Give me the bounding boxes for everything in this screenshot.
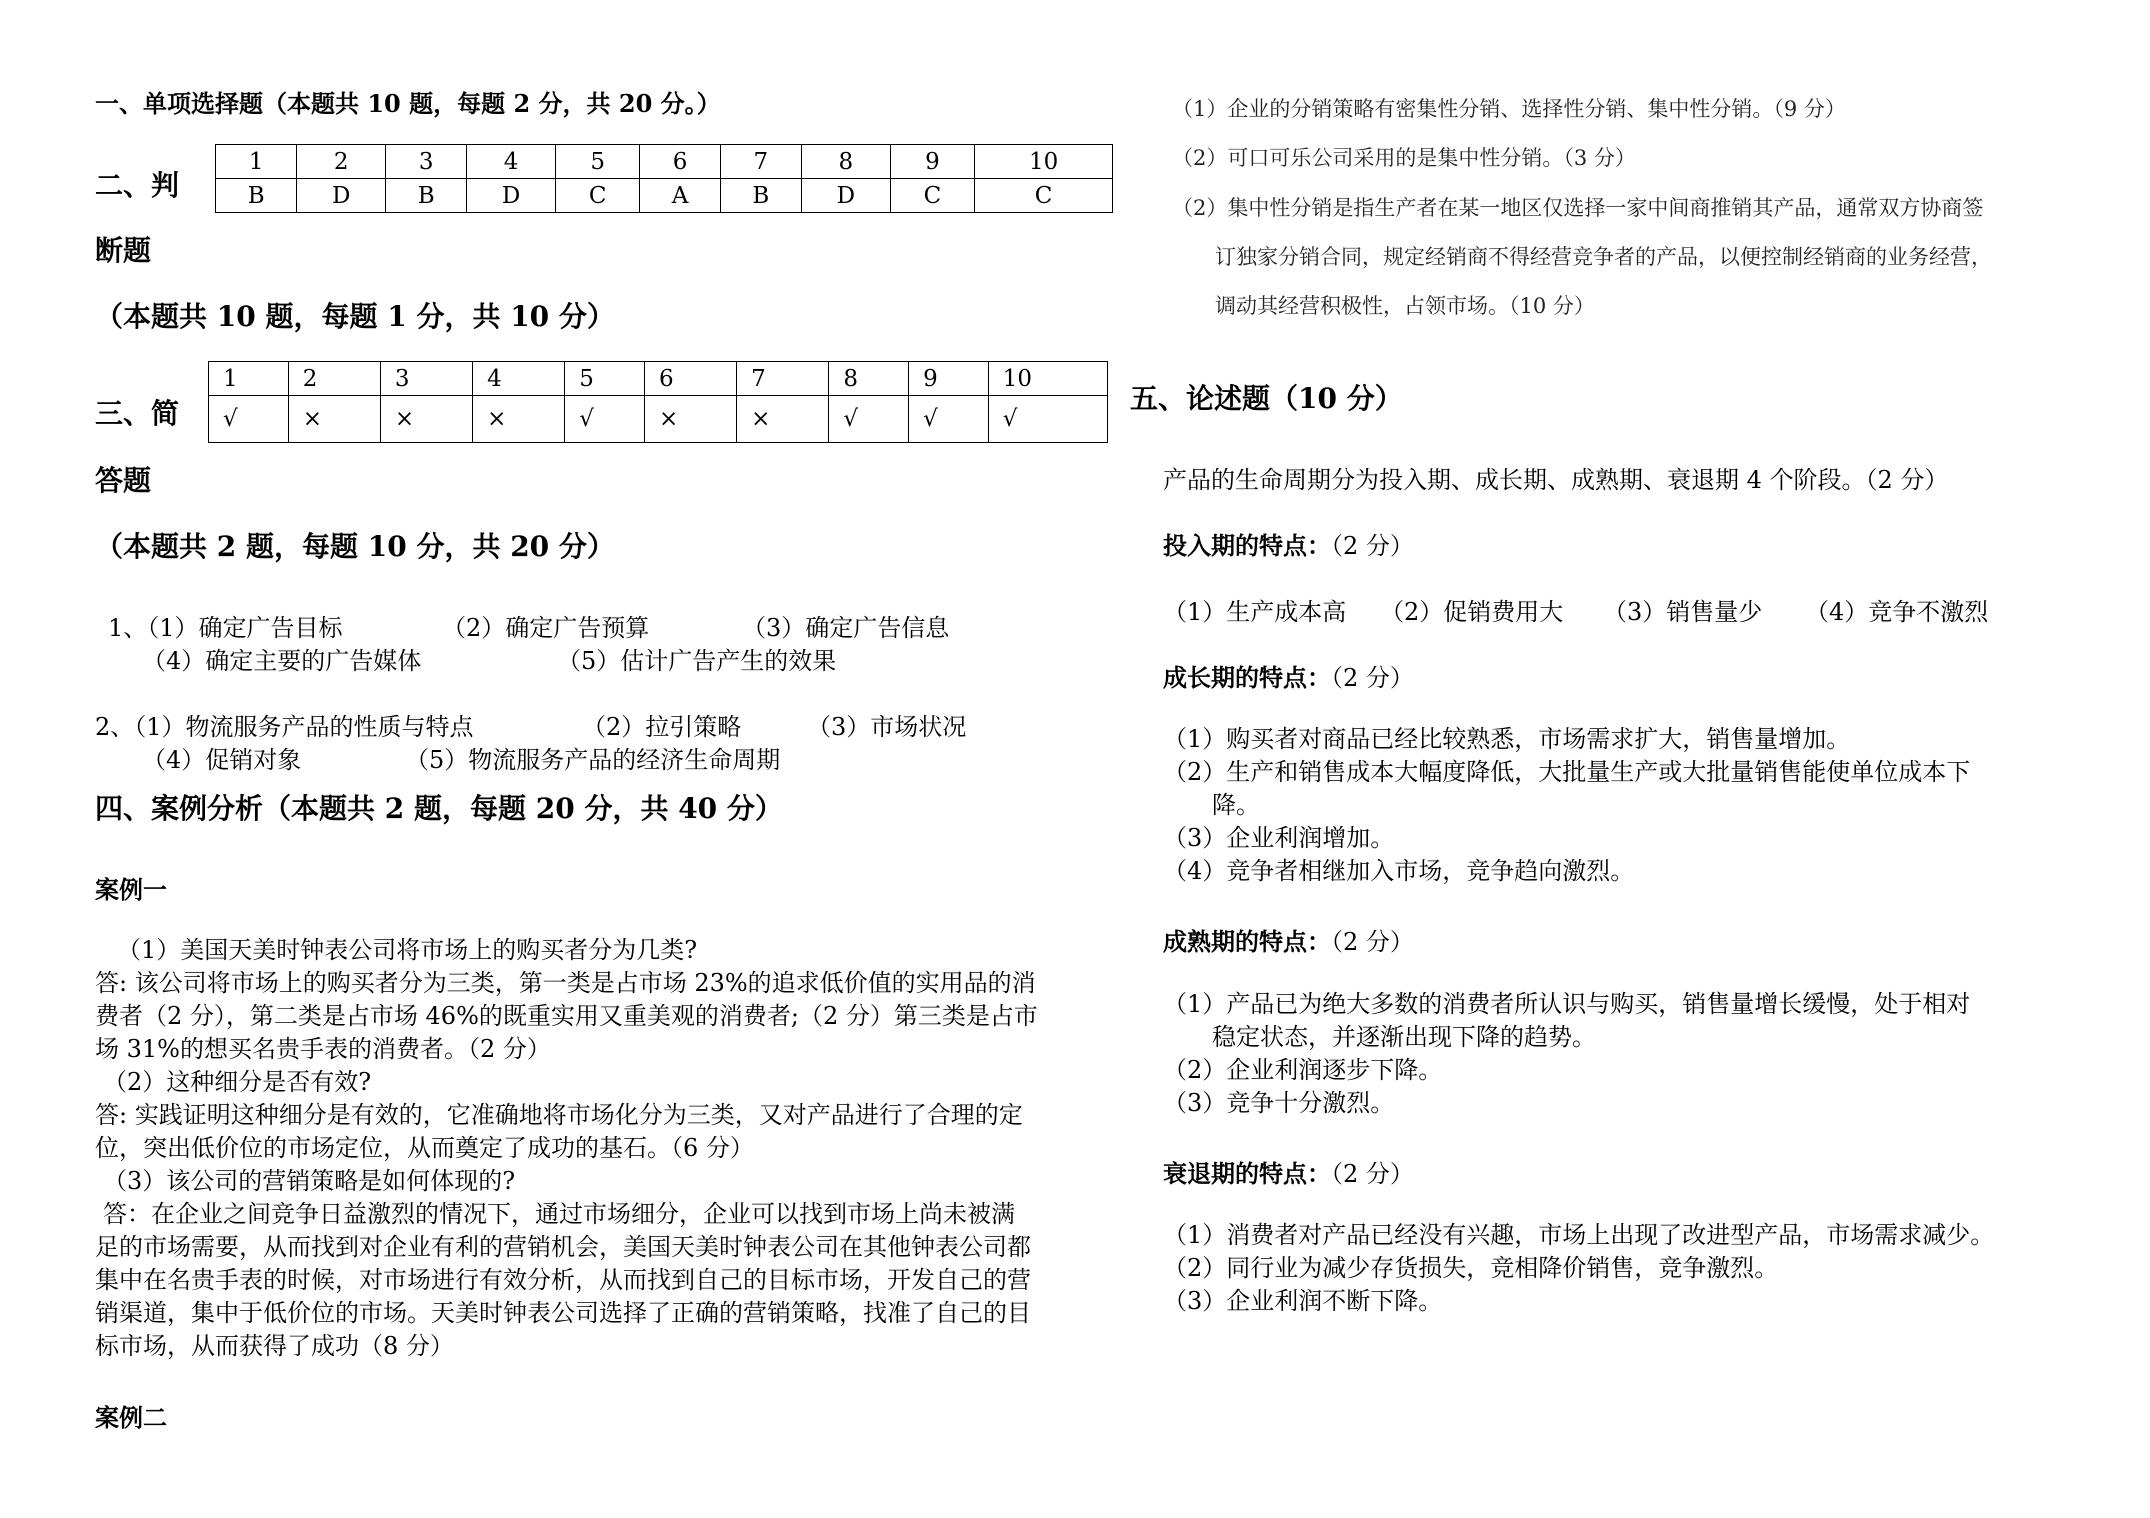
case-1-body <box>95 934 1095 1363</box>
stage-decline-body <box>1163 1219 1994 1318</box>
table-cell: 3 <box>380 362 472 396</box>
stage-intro-item: （2）促销费用大 <box>1380 598 1564 626</box>
section-5-title: 五、论述题（10 分） <box>1130 382 1403 415</box>
stage-line: 稳定状态，并逐渐出现下降的趋势。 <box>1212 1023 1596 1051</box>
stage-line: （1）消费者对产品已经没有兴趣，市场上出现了改进型产品，市场需求减少。 <box>1163 1221 1995 1249</box>
table-cell: D <box>297 179 385 213</box>
case-1-line: （3）该公司的营销策略是如何体现的? <box>103 1167 516 1195</box>
case-1-line: （2）这种细分是否有效? <box>103 1068 372 1096</box>
stage-heading-score: （2 分） <box>1331 664 1414 692</box>
table-cell: A <box>640 179 720 213</box>
case-2-line: 订独家分销合同，规定经销商不得经营竞争者的产品，以便控制经销商的业务经营， <box>1215 245 1992 269</box>
stage-growth-heading <box>1163 658 1414 693</box>
table-cell: 8 <box>802 145 890 179</box>
case-2-line: 调动其经营积极性，占领市场。（10 分） <box>1215 294 1595 318</box>
q1-item-4: （4）确定主要的广告媒体 <box>142 647 422 675</box>
case-2-line: （2）集中性分销是指生产者在某一地区仅选择一家中间商推销其产品，通常双方协商签 <box>1172 196 1984 220</box>
table-cell: 9 <box>909 362 989 396</box>
table-row-numbers <box>209 362 1108 396</box>
stage-growth-body <box>1163 723 1970 888</box>
table-cell: D <box>467 179 555 213</box>
q2-item-4: （4）促销对象 <box>142 746 302 774</box>
q1-item-2: （2）确定广告预算 <box>442 614 650 642</box>
table-cell: D <box>802 179 890 213</box>
stage-line: （1）购买者对商品已经比较熟悉，市场需求扩大，销售量增加。 <box>1163 725 1851 753</box>
case-1-line: 销渠道，集中于低价位的市场。天美时钟表公司选择了正确的营销策略，找准了自己的目 <box>95 1299 1031 1327</box>
q2-item-3: （3）市场状况 <box>807 713 967 741</box>
table-cell: 10 <box>988 362 1107 396</box>
table-cell: 4 <box>467 145 555 179</box>
table-cell: 1 <box>216 145 297 179</box>
stage-decline-heading <box>1163 1154 1414 1189</box>
section-2-title-part2: 断题 <box>95 234 152 267</box>
case-2-line: （1）企业的分销策略有密集性分销、选择性分销、集中性分销。（9 分） <box>1172 97 1846 121</box>
q2-item-1: 2、（1）物流服务产品的性质与特点 <box>95 713 474 741</box>
stage-heading-label: 衰退期的特点： <box>1163 1159 1331 1188</box>
table-cell: B <box>385 179 466 213</box>
stage-line: （4）竞争者相继加入市场，竞争趋向激烈。 <box>1163 857 1635 885</box>
section-3-title-part2: 答题 <box>95 464 152 497</box>
table-cell: B <box>216 179 297 213</box>
table-cell: 6 <box>640 145 720 179</box>
q2-item-2: （2）拉引策略 <box>582 713 742 741</box>
case-1-line: 标市场，从而获得了成功（8 分） <box>95 1332 454 1360</box>
q2-item-5: （5）物流服务产品的经济生命周期 <box>405 746 781 774</box>
stage-heading-label: 成长期的特点： <box>1163 663 1331 692</box>
case-1-line: 集中在名贵手表的时候，对市场进行有效分析，从而找到自己的目标市场，开发自己的营 <box>95 1266 1031 1294</box>
table-cell: × <box>737 396 829 443</box>
q1-item-1: 1、（1）确定广告目标 <box>108 614 343 642</box>
case-1-line: 答: 实践证明这种细分是有效的，它准确地将市场化分为三类，又对产品进行了合理的定 <box>95 1101 1023 1129</box>
table-cell: 2 <box>288 362 380 396</box>
stage-mature-heading <box>1163 922 1414 957</box>
stage-line: （3）企业利润增加。 <box>1163 824 1395 852</box>
stage-line: （2）同行业为减少存货损失，竞相降价销售，竞争激烈。 <box>1163 1254 1779 1282</box>
section-2-title-part1: 二、判 <box>95 169 180 202</box>
table-cell: 10 <box>975 145 1113 179</box>
section-3-subtitle: （本题共 2 题，每题 10 分，共 20 分） <box>95 530 615 563</box>
table-cell: √ <box>909 396 989 443</box>
stage-heading-score: （2 分） <box>1331 532 1414 560</box>
stage-heading-label: 成熟期的特点： <box>1163 927 1331 956</box>
intro-text: 产品的生命周期分为投入期、成长期、成熟期、衰退期 4 个阶段。（2 分） <box>1163 466 1949 494</box>
stage-line: 降。 <box>1212 791 1260 819</box>
table-cell: 6 <box>644 362 736 396</box>
section-4-title: 四、案例分析（本题共 2 题，每题 20 分，共 40 分） <box>95 792 783 825</box>
table-cell: 3 <box>385 145 466 179</box>
table-cell: × <box>380 396 472 443</box>
stage-heading-score: （2 分） <box>1331 1160 1414 1188</box>
table-cell: 1 <box>209 362 289 396</box>
table-cell: √ <box>988 396 1107 443</box>
stage-heading-score: （2 分） <box>1331 928 1414 956</box>
table-cell: 8 <box>829 362 909 396</box>
table-cell: B <box>720 179 801 213</box>
table-row-answers <box>209 396 1108 443</box>
case-1-line: 费者（2 分），第二类是占市场 46%的既重实用又重美观的消费者;（2 分）第三类是占市 <box>95 1002 1038 1030</box>
stage-heading-label: 投入期的特点： <box>1163 531 1331 560</box>
table-cell: × <box>288 396 380 443</box>
table-cell: 2 <box>297 145 385 179</box>
stage-intro-item: （4）竞争不激烈 <box>1805 598 1989 626</box>
q1-item-5: （5）估计广告产生的效果 <box>557 647 837 675</box>
stage-intro-item: （3）销售量少 <box>1603 598 1763 626</box>
section-1-title: 一、单项选择题（本题共 10 题，每题 2 分，共 20 分。） <box>95 89 721 118</box>
case-1-line: 位，突出低价位的市场定位，从而奠定了成功的基石。（6 分） <box>95 1134 754 1162</box>
table-cell: × <box>644 396 736 443</box>
answer-table-choice <box>215 144 1113 213</box>
table-cell: × <box>473 396 565 443</box>
table-cell: √ <box>565 396 645 443</box>
case-1-line: 答: 该公司将市场上的购买者分为三类，第一类是占市场 23%的追求低价值的实用品的消 <box>95 969 1036 997</box>
table-cell: 7 <box>737 362 829 396</box>
q1-item-3: （3）确定广告信息 <box>742 614 950 642</box>
case-1-title: 案例一 <box>95 875 167 904</box>
table-cell: √ <box>209 396 289 443</box>
section-3-title-part1: 三、简 <box>95 397 180 430</box>
table-cell: C <box>890 179 975 213</box>
table-row-numbers <box>216 145 1113 179</box>
case-2-title: 案例二 <box>95 1403 167 1432</box>
stage-intro-item: （1）生产成本高 <box>1163 598 1347 626</box>
table-cell: 4 <box>473 362 565 396</box>
stage-line: （1）产品已为绝大多数的消费者所认识与购买，销售量增长缓慢，处于相对 <box>1163 990 1971 1018</box>
table-cell: C <box>555 179 640 213</box>
stage-line: （2）企业利润逐步下降。 <box>1163 1056 1443 1084</box>
section-2-subtitle: （本题共 10 题，每题 1 分，共 10 分） <box>95 300 615 333</box>
table-cell: C <box>975 179 1113 213</box>
case-2-line: （2）可口可乐公司采用的是集中性分销。（3 分） <box>1172 146 1636 170</box>
stage-mature-body <box>1163 988 1970 1120</box>
table-cell: 9 <box>890 145 975 179</box>
case-1-line: （1）美国天美时钟表公司将市场上的购买者分为几类? <box>117 936 698 964</box>
case-1-line: 答：在企业之间竞争日益激烈的情况下，通过市场细分，企业可以找到市场上尚未被满 <box>103 1200 1015 1228</box>
case-1-line: 场 31%的想买名贵手表的消费者。（2 分） <box>95 1035 551 1063</box>
answer-table-judgement <box>208 361 1108 443</box>
stage-line: （2）生产和销售成本大幅度降低，大批量生产或大批量销售能使单位成本下 <box>1163 758 1971 786</box>
stage-line: （3）企业利润不断下降。 <box>1163 1287 1443 1315</box>
case-1-line: 足的市场需要，从而找到对企业有利的营销机会，美国天美时钟表公司在其他钟表公司都 <box>95 1233 1031 1261</box>
stage-intro-heading <box>1163 526 1414 561</box>
table-row-answers <box>216 179 1113 213</box>
table-cell: 7 <box>720 145 801 179</box>
table-cell: 5 <box>565 362 645 396</box>
table-cell: 5 <box>555 145 640 179</box>
stage-line: （3）竞争十分激烈。 <box>1163 1089 1395 1117</box>
table-cell: √ <box>829 396 909 443</box>
